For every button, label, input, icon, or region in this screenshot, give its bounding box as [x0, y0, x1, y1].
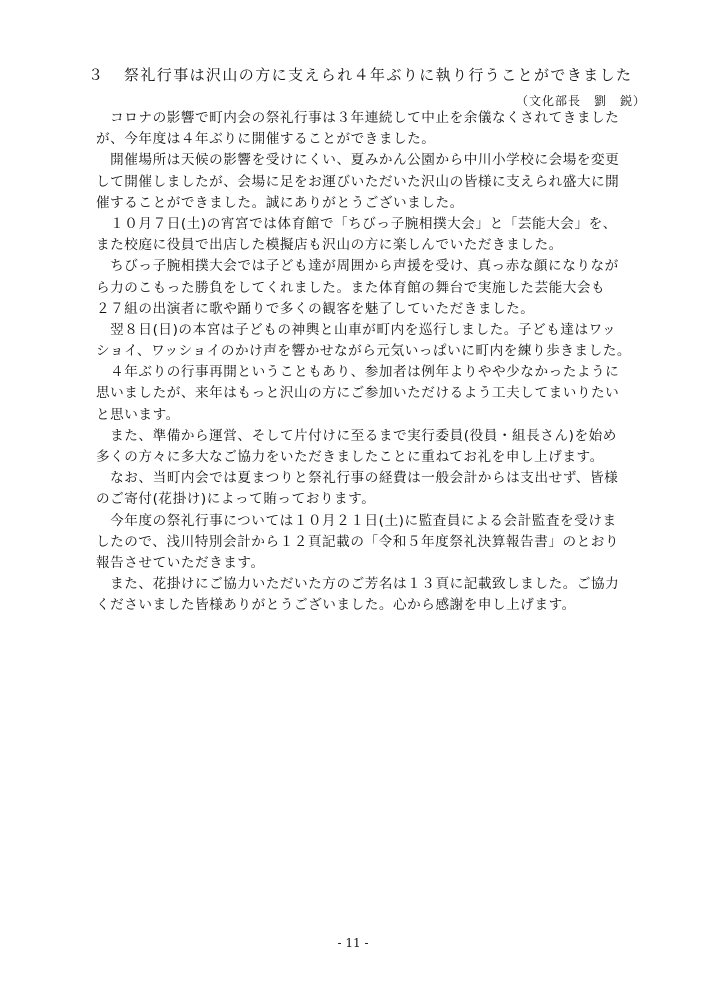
body-line: ショイ、ワッショイのかけ声を響かせながら元気いっぱいに町内を練り歩きました。 [96, 343, 632, 360]
body-line: また、準備から運営、そして片付けに至るまで実行委員(役員・組長さん)を始め [96, 427, 617, 444]
body-line: コロナの影響で町内会の祭礼行事は３年連続して中止を余儀なくされてきました [96, 110, 620, 126]
body-line: したので、浅川特別会計から１２頁記載の「令和５年度祭礼決算報告書」のとおり [96, 533, 620, 550]
section-title: 祭礼行事は沢山の方に支えられ４年ぶりに執り行うことができました [124, 66, 633, 84]
section-heading [88, 64, 632, 86]
body-line: また、花掛けにご協力いただいた方のご芳名は１３頁に記載致しました。ご協力 [96, 576, 620, 593]
body-line: 多くの方々に多大なご協力をいただきましたことに重ねてお礼を申し上げます。 [96, 449, 604, 465]
body-line: と思います。 [96, 406, 180, 423]
body-line: して開催しましたが、会場に足をお運びいただいた沢山の皆様に支えられ盛大に開 [96, 173, 620, 190]
body-line: のご寄付(花掛け)によって賄っております。 [96, 491, 376, 508]
body-line: なお、当町内会では夏まつりと祭礼行事の経費は一般会計からは支出せず、皆様 [96, 470, 619, 487]
body-line: 開催場所は天候の影響を受けにくい、夏みかん公園から中川小学校に会場を変更 [96, 152, 620, 169]
body-line: ちびっ子腕相撲大会では子ども達が周囲から声援を受け、真っ赤な顔になりなが [96, 258, 619, 275]
body-line: 今年度の祭礼行事については１０月２１日(土)に監査員による会計監査を受けま [96, 512, 617, 529]
page-number: - 11 - [337, 936, 369, 950]
section-number: ３ [88, 66, 105, 84]
body-line: が、今年度は４年ぶりに開催することができました。 [96, 131, 436, 148]
article-body [96, 108, 648, 617]
body-line: １０月７日(土)の宵宮では体育館で「ちびっ子腕相撲大会」と「芸能大会」を、 [96, 215, 617, 232]
body-line: ら力のこもった勝負をしてくれました。また体育館の舞台で実施した芸能大会も [96, 279, 606, 296]
body-line: 報告させていただきます。 [96, 554, 265, 571]
body-line: 翌８日(日)の本宮は子どもの神輿と山車が町内を巡行しました。子ども達はワッ [96, 321, 617, 338]
body-line: ４年ぶりの行事再開ということもあり、参加者は例年よりやや少なかったように [96, 364, 620, 381]
body-line: 催することができました。誠にありがとうございました。 [96, 194, 464, 211]
body-line: また校庭に役員で出店した模擬店も沢山の方に楽しんでいただきました。 [96, 237, 563, 254]
body-line: ２７組の出演者に歌や踊りで多くの観客を魅了していただきました。 [96, 300, 535, 317]
body-line: 思いましたが、来年はもっと沢山の方にご参加いただけるよう工夫してまいりたい [96, 385, 620, 402]
author-credit: （文化部長 劉 鋭） [515, 94, 646, 108]
body-line: くださいました皆様ありがとうございました。心から感謝を申し上げます。 [96, 597, 576, 614]
